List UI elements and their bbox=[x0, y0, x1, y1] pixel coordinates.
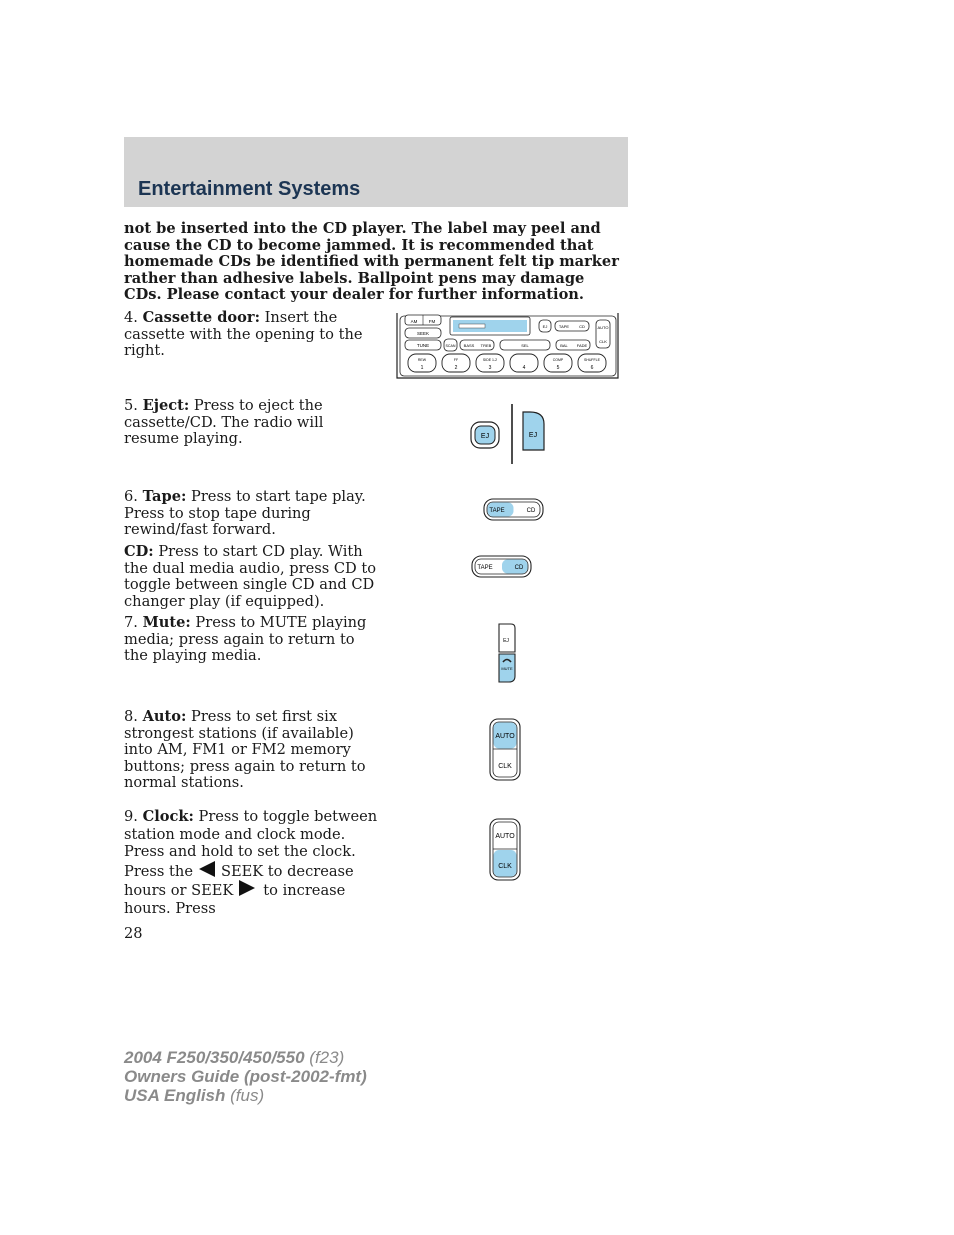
radio-treb-label: TREB bbox=[480, 343, 492, 348]
radio-scan-label: SCAN bbox=[445, 344, 456, 348]
eject-side-label: EJ bbox=[528, 432, 538, 439]
radio-am-label: AM bbox=[410, 319, 418, 324]
radio-preset-buttons bbox=[408, 354, 606, 372]
radio-auto-label: AUTO bbox=[597, 325, 609, 330]
seek-left-arrow-icon bbox=[199, 861, 215, 877]
radio-clk-label: CLK bbox=[599, 339, 607, 344]
cd-label: CD bbox=[514, 565, 524, 571]
item-label: CD: bbox=[124, 543, 154, 560]
item-label: Cassette door: bbox=[142, 309, 260, 326]
radio-sel-label: SEL bbox=[521, 343, 529, 348]
cd-button-figure bbox=[471, 555, 533, 579]
radio-fade-label: FADE bbox=[576, 343, 588, 348]
item-label: Mute: bbox=[142, 614, 191, 631]
intro-warning: not be inserted into the CD player. The label may peel and cause the CD to become jammed. It is recommended that homemade CDs be identified with permanent felt tip marker rather than adhesive labels. Ballpoint pens may damage CDs. Please contact your dealer for further information. bbox=[124, 220, 619, 304]
clk-label: CLK bbox=[498, 863, 512, 870]
svg-text:3: 3 bbox=[488, 365, 492, 371]
item-label: Eject: bbox=[142, 397, 190, 414]
radio-cd-label: CD bbox=[579, 324, 585, 329]
svg-text:REW: REW bbox=[417, 358, 427, 362]
auto-button-figure bbox=[489, 718, 523, 784]
auto-label: AUTO bbox=[495, 733, 515, 740]
svg-text:5: 5 bbox=[556, 365, 560, 371]
radio-fm-label: FM bbox=[428, 319, 436, 324]
tape-button-figure bbox=[483, 498, 545, 522]
radio-bass-label: BASS bbox=[463, 343, 475, 348]
item-label: Auto: bbox=[142, 708, 187, 725]
eject-round-label: EJ bbox=[480, 433, 490, 440]
mute-label: MUTE bbox=[501, 666, 513, 671]
clock-button-figure bbox=[489, 818, 523, 884]
radio-seek-label: SEEK bbox=[416, 331, 430, 336]
mute-button-figure bbox=[494, 620, 520, 686]
radio-tape-label: TAPE bbox=[558, 324, 570, 329]
item-auto: 8. Auto: Press to set first six strongest stations (if available) into AM, FM1 or FM2 memory buttons; press again to return to normal stations. bbox=[124, 708, 366, 792]
item-cd: CD: Press to start CD play. With the dual media audio, press CD to toggle between single CD and CD changer play (if equipped). bbox=[124, 543, 377, 610]
svg-text:FF: FF bbox=[453, 358, 459, 362]
item-cassette-door: 4. Cassette door: Insert the cassette with the opening to the right. bbox=[124, 309, 363, 360]
page-number: 28 bbox=[124, 925, 143, 942]
mute-ej-label: EJ bbox=[503, 638, 509, 644]
cd-label: CD bbox=[526, 508, 536, 514]
item-clock: 9. Clock: Press to toggle between station mode and clock mode. Press and hold to set the clock. Press the SEEK to decrease hours or SEEK to increase hours. Press bbox=[124, 808, 378, 917]
svg-text:COMP: COMP bbox=[552, 358, 564, 362]
document-footer: 2004 F250/350/450/550 (f23) Owners Guide (post-2002-fmt) USA English (fus) bbox=[124, 1048, 367, 1105]
radio-faceplate-figure bbox=[396, 312, 620, 380]
radio-bal-label: BAL bbox=[560, 343, 568, 348]
radio-ej-label: EJ bbox=[542, 324, 548, 329]
clk-label: CLK bbox=[498, 763, 512, 770]
item-label: Tape: bbox=[142, 488, 187, 505]
radio-tune-label: TUNE bbox=[416, 343, 430, 348]
section-header bbox=[124, 137, 628, 207]
svg-text:SIDE 1-2: SIDE 1-2 bbox=[482, 358, 498, 362]
tape-label: TAPE bbox=[477, 565, 493, 571]
tape-label: TAPE bbox=[489, 508, 505, 514]
svg-text:1: 1 bbox=[420, 365, 424, 371]
svg-text:2: 2 bbox=[454, 365, 458, 371]
item-label: Clock: bbox=[142, 808, 194, 825]
item-mute: 7. Mute: Press to MUTE playing media; press again to return to the playing media. bbox=[124, 614, 367, 665]
svg-text:6: 6 bbox=[590, 365, 594, 371]
eject-button-figure bbox=[466, 402, 550, 466]
seek-right-arrow-icon bbox=[239, 880, 255, 896]
section-title: Entertainment Systems bbox=[138, 178, 361, 200]
svg-text:SHUFFLE: SHUFFLE bbox=[584, 358, 600, 362]
auto-label: AUTO bbox=[495, 833, 515, 840]
item-eject: 5. Eject: Press to eject the cassette/CD. The radio will resume playing. bbox=[124, 397, 324, 448]
item-tape: 6. Tape: Press to start tape play. Press to stop tape during rewind/fast forward. bbox=[124, 488, 366, 539]
svg-text:4: 4 bbox=[522, 365, 526, 371]
